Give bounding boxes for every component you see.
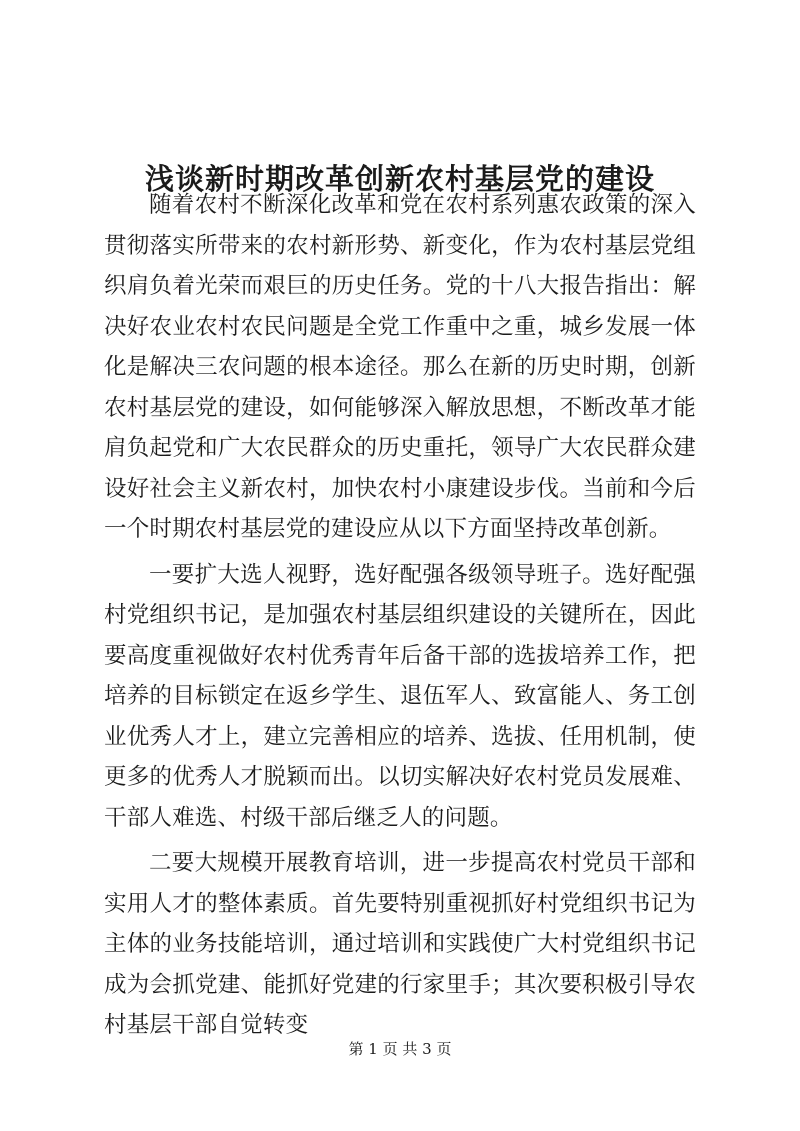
page-footer: 第 1 页 共 3 页 — [348, 1040, 452, 1058]
paragraph-intro: 随着农村不断深化改革和党在农村系列惠农政策的深入贯彻落实所带来的农村新形势、新变化，作为农村基层党组织肩负着光荣而艰巨的历史任务。党的十八大报告指出：解决好农业农村农民问题是全党工作重中之重，城乡发展一体化是解决三农问题的根本途径。那么在新的历史时期，创新农村基层党的建设，如何能够深入解放思想，不断改革才能肩负起党和广大农民群众的历史重托，领导广大农民群众建设好社会主义新农村，加快农村小康建设步伐。当前和今后一个时期农村基层党的建设应从以下方面坚持改革创新。 — [104, 192, 696, 542]
paragraph-point-one: 一要扩大选人视野，选好配强各级领导班子。选好配强村党组织书记，是加强农村基层组织建设的关键所在，因此要高度重视做好农村优秀青年后备干部的选拔培养工作，把培养的目标锁定在返乡学生、退伍军人、致富能人、务工创业优秀人才上，建立完善相应的培养、选拔、任用机制，使更多的优秀人才脱颖而出。以切实解决好农村党员发展难、干部人难选、村级干部后继乏人的问题。 — [104, 561, 696, 831]
document-body — [104, 185, 696, 1051]
paragraph-point-two: 二要大规模开展教育培训，进一步提高农村党员干部和实用人才的整体素质。首先要特别重视抓好村党组织书记为主体的业务技能培训，通过培训和实践使广大村党组织书记成为会抓党建、能抓好党建的行家里手；其次要积极引导农村基层干部自觉转变 — [104, 850, 696, 1038]
document-title: 浅谈新时期改革创新农村基层党的建设 — [144, 162, 655, 197]
